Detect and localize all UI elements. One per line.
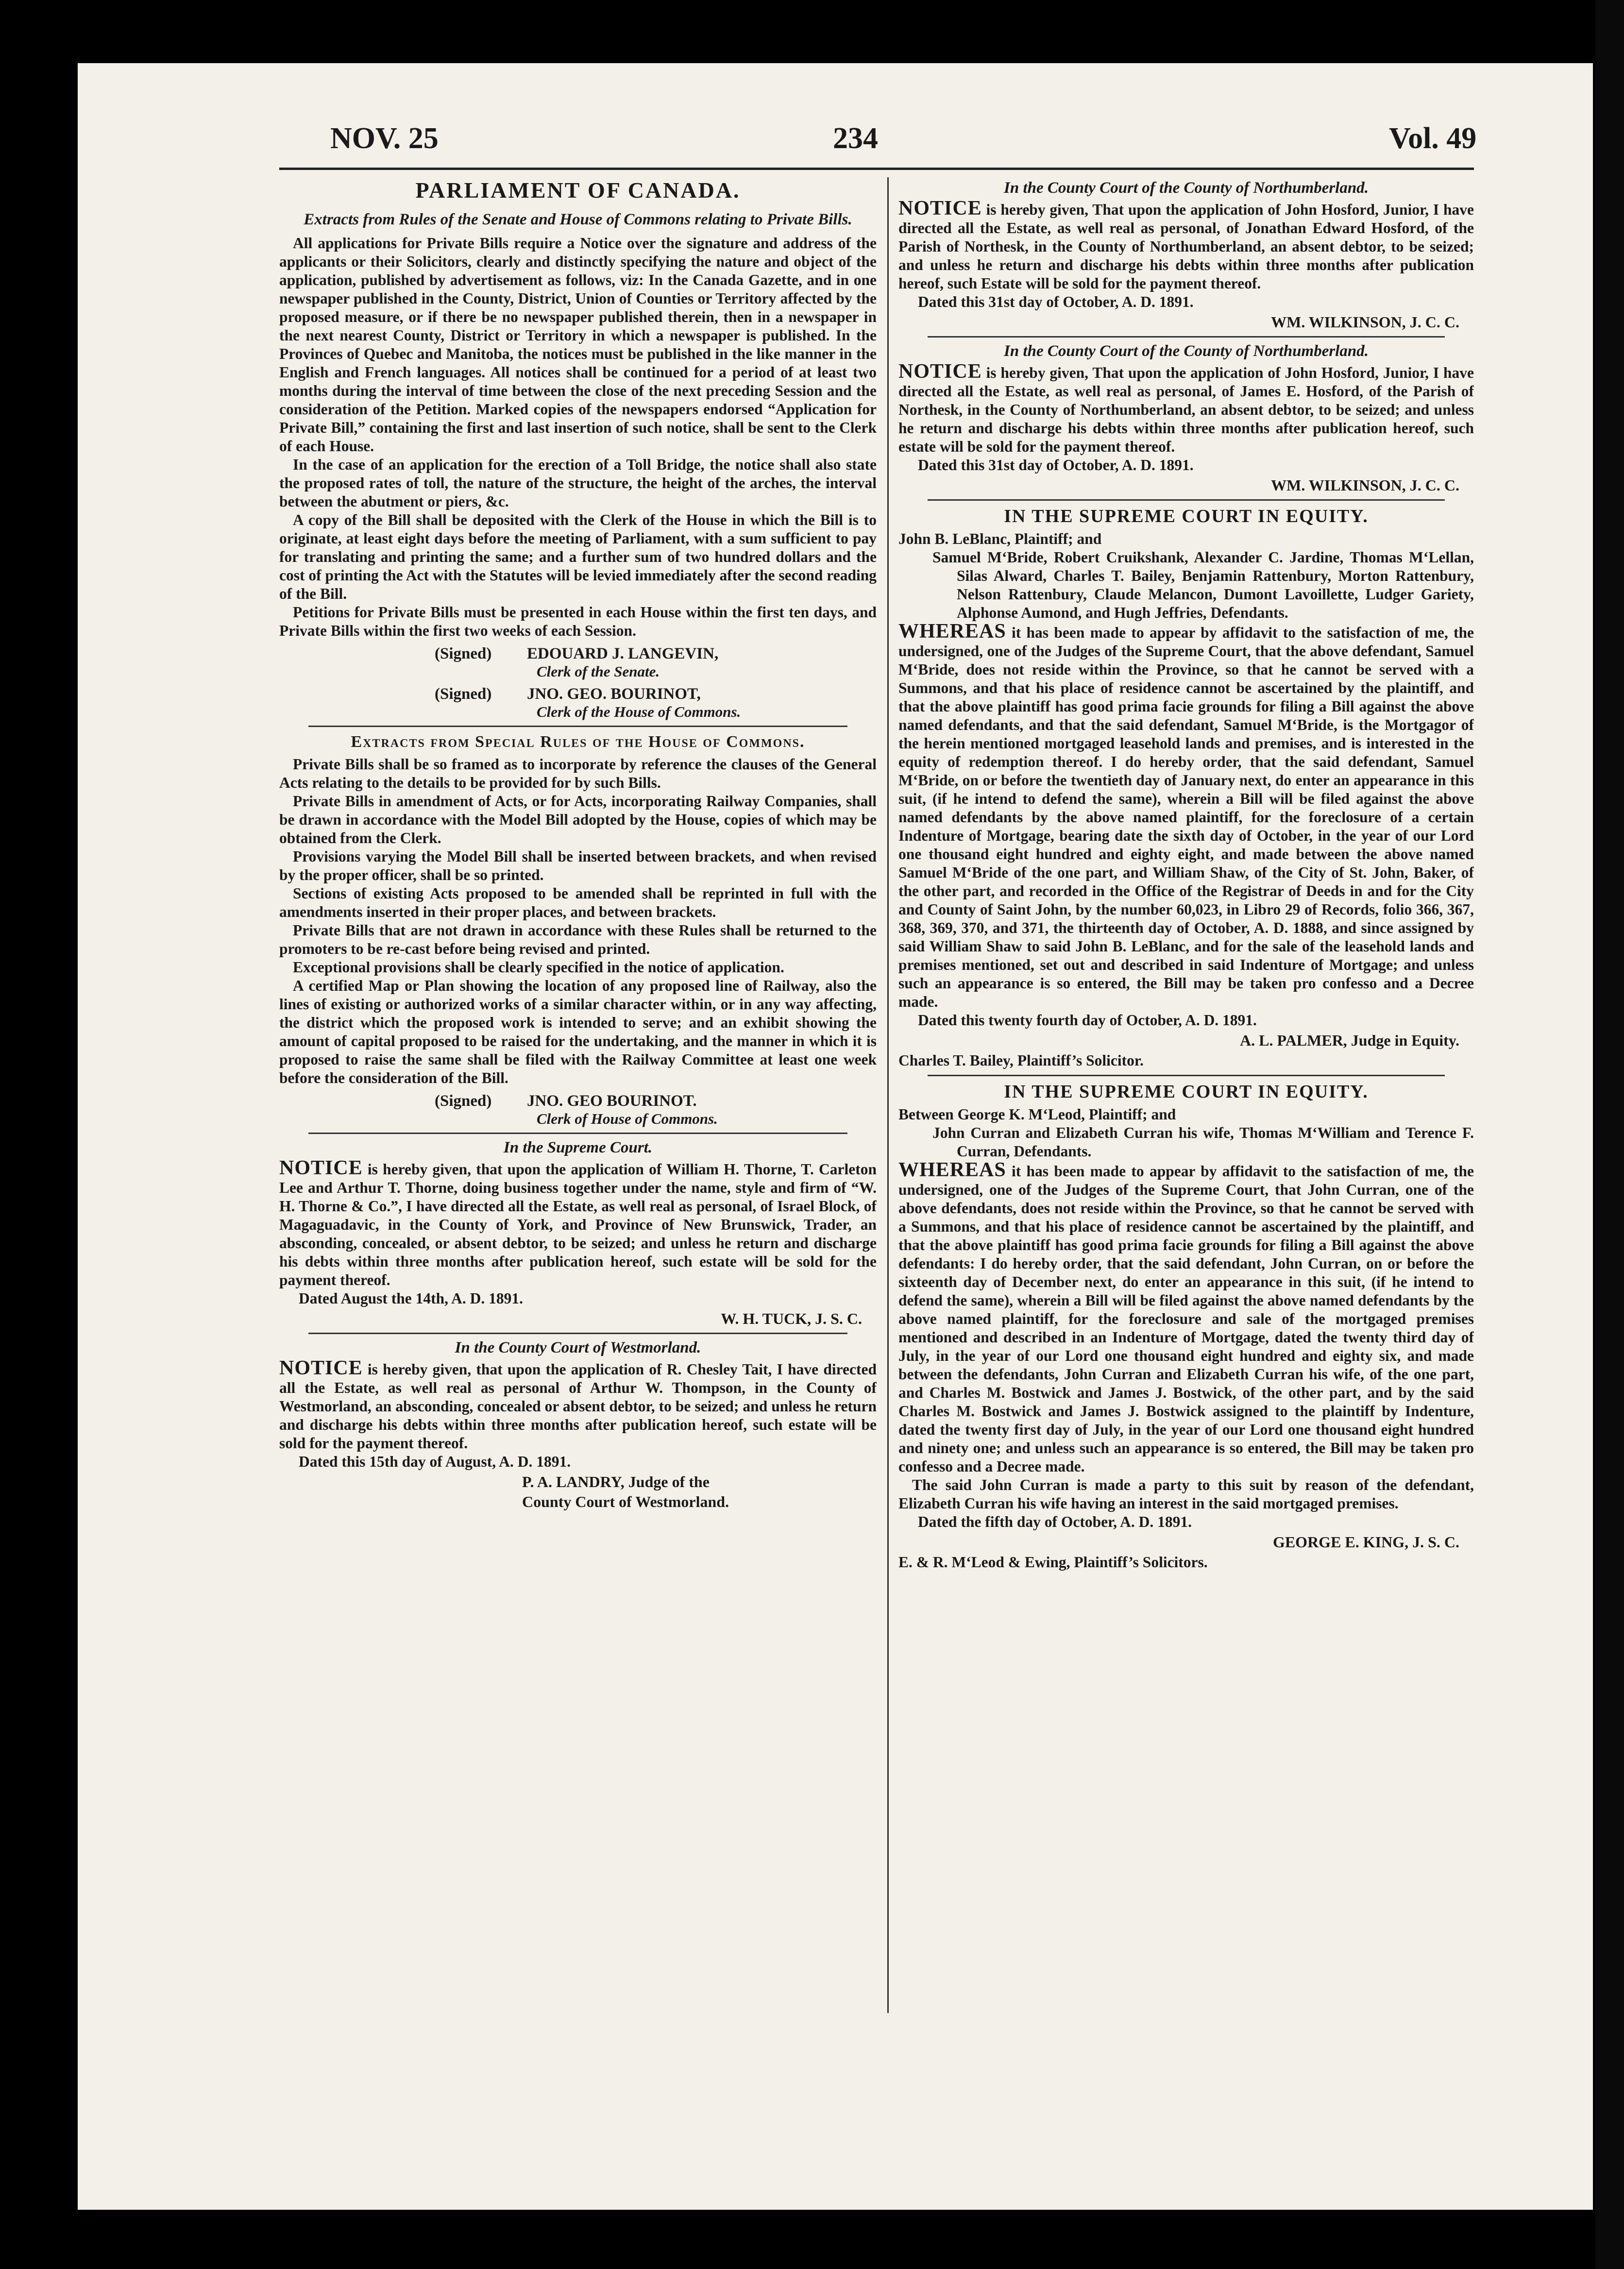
equity-court-heading: IN THE SUPREME COURT IN EQUITY. <box>1004 1082 1369 1102</box>
signer-title: Clerk of House of Commons. <box>537 1110 718 1127</box>
rule-paragraph: Exceptional provisions shall be clearly specified in the notice of application. <box>293 959 784 976</box>
rule-paragraph: A certified Map or Plan showing the location of any proposed line of Railway, also the lines of existing or authorized works of a similar character within, or in any way affecting, the district which the proposed work is intended to serve; and an exhibit showing the amount of capital proposed to be raised for the undertaking, and the manner in which it is proposed to raise the same shall be filed with the Railway Committee at least one week before the consideration of the Bill. <box>279 977 877 1086</box>
notice-signature: WM. WILKINSON, J. C. C. <box>1271 476 1459 494</box>
section-separator <box>308 1133 847 1134</box>
issue-date: NOV. 25 <box>330 122 439 155</box>
notice-body: is hereby given, That upon the application of John Hosford, Junior, I have directed all the Estate, as well real as personal, of Jonathan Edward Hosford, of the Parish of Northesk, in the County of Northumberland, an absent debtor, to be seized; and unless he return and discharge his debts within three months after publication hereof, such Estate will be sold for the payment thereof. <box>898 201 1474 292</box>
notice-paragraph <box>898 622 1474 1011</box>
notice-lead: WHEREAS <box>898 1159 1006 1181</box>
rule-paragraph: Private Bills that are not drawn in accordance with these Rules shall be returned to the promoters to be re-cast before being revised and printed. <box>279 922 877 957</box>
signature-commons <box>279 685 877 703</box>
notice-lead: NOTICE <box>898 197 982 220</box>
rule-paragraph: Provisions varying the Model Bill shall be inserted between brackets, and when revised by the proper officer, shall be so printed. <box>279 848 877 883</box>
defendants-line: Samuel M‘Bride, Robert Cruikshank, Alexander C. Jardine, Thomas M‘Lellan, Silas Alward, Charles T. Bailey, Benjamin Rattenbury, Morton Rattenbury, Nelson Rattenbury, Claude Melancon, Dumont Lavoillette, Ludger Gariety, Alphonse Aumond, and Hugh Jeffries, Defendants. <box>932 549 1474 621</box>
rule-paragraph: Private Bills shall be so framed as to incorporate by reference the clauses of the General Acts relating to the details to be provided for by such Bills. <box>279 756 877 791</box>
rule-paragraph: Sections of existing Acts proposed to be amended shall be reprinted in full with the amendments inserted in their proper places, and between brackets. <box>279 885 877 920</box>
rule-paragraph: Petitions for Private Bills must be presented in each House within the first ten days, and Private Bills within the first two weeks of each Session. <box>279 604 877 639</box>
section-separator <box>308 726 847 727</box>
gazette-page <box>78 63 1593 2210</box>
notice-body: it has been made to appear by affidavit to the satisfaction of me, the undersigned, one of the Judges of the Supreme Court, that the above defendant, Samuel M‘Bride, does not reside within the Province, so that he cannot be served with a Summons, and that his place of residence cannot be ascertained by the plaintiff, and that the above plaintiff has good prima facie grounds for filing a Bill against the above named defendants, and that the said defendant, Samuel M‘Bride, is the Mortgagor of the herein mentioned mortgaged leasehold lands and premises, and is interested in the equity of redemption thereof. I do hereby order, that the said defendant, Samuel M‘Bride, on or before the twentieth day of January next, do enter an appearance in this suit, (if he intend to defend the same), wherein a Bill will be filed against the above named defendants by the above named plaintiff, for the foreclosure of a certain Indenture of Mortgage, bearing date the sixth day of October, in the year of our Lord one thousand eight hundred and eighty eight, and made between the above named Samuel M‘Bride of the one part, and William Shaw, of the City of St. John, Baker, of the other part, and recorded in the Office of the Registrar of Deeds in and for the City and County of Saint John, by the number 60,023, in Libro 29 of Records, folio 366, 367, 368, 369, 370, and 371, the thirteenth day of October, A. D. 1888, and since assigned by said William Shaw to said John B. LeBlanc, and for the sale of the leasehold lands and premises mentioned, set out and described in said Indenture of Mortgage; and unless such an appearance is so entered, the Bill may be taken pro confesso and a Decree made. <box>898 624 1474 1010</box>
signature-senate <box>279 645 877 663</box>
defendants-line: John Curran and Elizabeth Curran his wife, Thomas M‘William and Terence F. Curran, Defendants. <box>932 1124 1474 1160</box>
signed-label: (Signed) <box>435 685 492 703</box>
header-rule <box>279 168 1474 170</box>
notice-paragraph <box>279 1159 877 1289</box>
notice-lead: NOTICE <box>898 360 982 383</box>
right-column <box>898 177 1474 2013</box>
notice-paragraph <box>898 362 1474 456</box>
solicitor-line: Charles T. Bailey, Plaintiff’s Solicitor. <box>898 1052 1144 1069</box>
signer-title: Clerk of the Senate. <box>537 663 660 680</box>
rule-paragraph: In the case of an application for the erection of a Toll Bridge, the notice shall also state the proposed rates of toll, the nature of the structure, the height of the arches, the interval between the abutment or piers, &c. <box>279 456 877 510</box>
notice-date: Dated the fifth day of October, A. D. 1891. <box>918 1513 1192 1530</box>
notice-signature: P. A. LANDRY, Judge of the <box>522 1473 710 1490</box>
signature-commons-2 <box>279 1092 877 1110</box>
notice-date: Dated this 31st day of October, A. D. 1891. <box>918 457 1194 474</box>
notice-date: Dated this 15th day of August, A. D. 1891. <box>299 1453 571 1470</box>
notice-body: it has been made to appear by affidavit to the satisfaction of me, the undersigned, one of the Judges of the Supreme Court, that John Curran, one of the above defendants, does not reside within the Province, so that he cannot be served with a Summons, and that his place of residence cannot be ascertained by the plaintiff, and that the above plaintiff has good prima facie grounds for filing a Bill against the above defendants: I do hereby order, that the said defendant, John Curran, on or before the sixteenth day of December next, do enter an appearance in this suit, (if he intend to defend the same), wherein a Bill will be filed against the above named defendants by the above named plaintiff, for the foreclosure and sale of the mortgaged premises mentioned and described in an Indenture of Mortgage, dated the twenty third day of July, in the year of our Lord one thousand eight hundred and eighty six, and made between the defendants, John Curran and Elizabeth Curran his wife, of the one part, and Charles M. Bostwick and James J. Bostwick, of the other part, and by the said Charles M. Bostwick and James J. Bostwick assigned to the plaintiff by Indenture, dated the twenty first day of July, in the year of our Lord one thousand eight hundred and ninety one; and unless such an appearance is so entered, the Bill may be taken pro confesso and a Decree made. <box>898 1163 1474 1475</box>
signer-title: Clerk of the House of Commons. <box>537 703 741 720</box>
rule-paragraph: Private Bills in amendment of Acts, or for Acts, incorporating Railway Companies, shall be drawn in accordance with the Model Bill adopted by the House, copies of which may be obtained from the Clerk. <box>279 793 877 847</box>
notice-lead: NOTICE <box>279 1357 363 1379</box>
northumberland-heading: In the County Court of the County of Northumberland. <box>1004 179 1369 197</box>
signer-name: JNO. GEO. BOURINOT, <box>527 685 701 703</box>
notice-signature-title: County Court of Westmorland. <box>522 1493 729 1510</box>
northumberland-heading: In the County Court of the County of Northumberland. <box>1004 342 1369 360</box>
notice-lead: WHEREAS <box>898 620 1006 643</box>
page-number: 234 <box>833 122 878 155</box>
notice-date: Dated this twenty fourth day of October, A. D. 1891. <box>918 1012 1257 1029</box>
rule-paragraph: A copy of the Bill shall be deposited with the Clerk of the House in which the Bill is to originate, at least eight days before the meeting of Parliament, with a sum sufficient to pay for translating and printing the same; and a further sum of two hundred dollars and the cost of printing the Act with the Statutes will be levied immediately after the second reading of the Bill. <box>279 511 877 602</box>
section-separator <box>928 1075 1445 1076</box>
rules-subtitle: Extracts from Rules of the Senate and House of Commons relating to Private Bills. <box>304 211 852 228</box>
signer-name: EDOUARD J. LANGEVIN, <box>527 645 719 662</box>
notice-signature: GEORGE E. KING, J. S. C. <box>1272 1533 1459 1551</box>
parliament-title: PARLIAMENT OF CANADA. <box>415 178 741 203</box>
signed-label: (Signed) <box>435 645 492 662</box>
notice-body: is hereby given, that upon the application of William H. Thorne, T. Carleton Lee and Arthur T. Thorne, doing business together under the name, style and firm of “W. H. Thorne & Co.”, I have directed all the Estate, as well real as personal, of Israel Block, of Magaguadavic, in the County of York, and Province of New Brunswick, Trader, an absconding, concealed, or absent debtor, to be seized; and unless he return and discharge his debts within three months after publication hereof, such estate will be sold for the payment thereof. <box>279 1161 877 1288</box>
special-rules-title: Extracts from Special Rules of the House of Commons. <box>351 733 805 751</box>
notice-signature: WM. WILKINSON, J. C. C. <box>1271 313 1459 331</box>
notice-body: is hereby given, That upon the application of John Hosford, Junior, I have directed all the Estate, as well real as personal, of James E. Hosford, of the Parish of Northesk, in the County of Northumberland, an absent debtor, to be seized; and unless he return and discharge his debts within three months after publication hereof, such estate will be sold for the payment thereof. <box>898 364 1474 455</box>
notice-paragraph: The said John Curran is made a party to this suit by reason of the defendant, Elizabeth Curran his wife having an interest in the said mortgaged premises. <box>898 1476 1474 1512</box>
supreme-court-heading: In the Supreme Court. <box>503 1139 653 1156</box>
plaintiff-line: John B. LeBlanc, Plaintiff; and <box>898 530 1102 547</box>
notice-lead: NOTICE <box>279 1157 363 1179</box>
notice-date: Dated this 31st day of October, A. D. 1891. <box>918 293 1194 310</box>
equity-court-heading: IN THE SUPREME COURT IN EQUITY. <box>1004 506 1369 526</box>
westmorland-heading: In the County Court of Westmorland. <box>455 1339 701 1356</box>
plaintiff-line: Between George K. M‘Leod, Plaintiff; and <box>898 1106 1176 1123</box>
volume-number: Vol. 49 <box>1389 122 1477 155</box>
page-edge-shadow <box>1595 0 1624 2269</box>
notice-paragraph <box>898 199 1474 293</box>
solicitor-line: E. & R. M‘Leod & Ewing, Plaintiff’s Solicitors. <box>898 1554 1208 1571</box>
rule-paragraph: All applications for Private Bills require a Notice over the signature and address of the applicants or their Solicitors, clearly and distinctly specifying the nature and object of the application, published by advertisement as follows, viz: In the Canada Gazette, and in one newspaper published in the County, District, Union of Counties or Territory affected by the proposed measure, or if there be no newspaper published therein, then in a newspaper in the next nearest County, District or Territory in which a newspaper is published. In the Provinces of Quebec and Manitoba, the notices must be published in the like manner in the English and French languages. All notices shall be continued for a period of at least two months during the interval of time between the close of the next preceding Session and the consideration of the Petition. Marked copies of the newspapers endorsed “Application for Private Bill,” containing the first and last insertion of such notice, shall be sent to the Clerk of each House. <box>279 235 877 455</box>
left-column <box>279 177 877 2013</box>
notice-paragraph <box>898 1161 1474 1476</box>
notice-paragraph <box>279 1359 877 1453</box>
signer-name: JNO. GEO BOURINOT. <box>527 1092 697 1110</box>
section-separator <box>308 1333 847 1334</box>
notice-signature: W. H. TUCK, J. S. C. <box>721 1310 862 1327</box>
section-separator <box>928 336 1445 338</box>
column-divider <box>887 177 889 2013</box>
notice-signature: A. L. PALMER, Judge in Equity. <box>1240 1032 1459 1049</box>
section-separator <box>928 499 1445 501</box>
notice-date: Dated August the 14th, A. D. 1891. <box>299 1290 524 1307</box>
signed-label: (Signed) <box>435 1092 492 1110</box>
notice-body: is hereby given, that upon the application of R. Chesley Tait, I have directed all the Estate, as well real as personal of Arthur W. Thompson, in the County of Westmorland, an absconding, concealed or absent debtor, to be seized; and unless he return and discharge his debts within three months after publication hereof, such estate will be sold for the payment thereof. <box>279 1361 877 1452</box>
